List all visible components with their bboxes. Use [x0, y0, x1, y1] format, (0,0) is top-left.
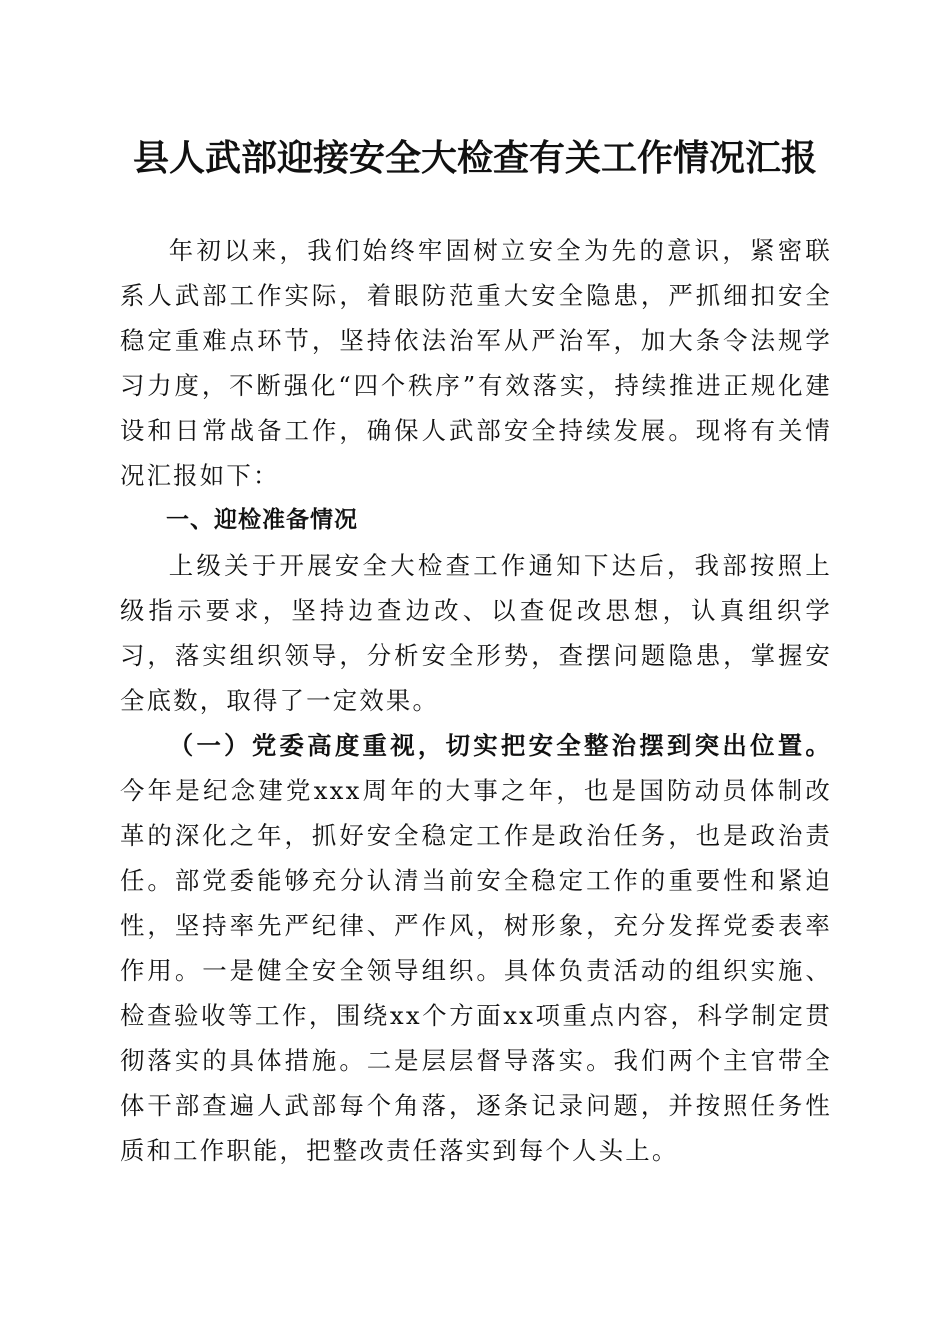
subsection-lead: （一）党委高度重视，切实把安全整治摆到突出位置。	[168, 731, 832, 760]
section-heading: 一、迎检准备情况	[166, 507, 358, 533]
section-paragraph: 上级关于开展安全大检查工作通知下达后，我部按照上级指示要求，坚持边查边改、以查促改思想，认真组织学习，落实组织领导，分析安全形势，查摆问题隐患，掌握安全底数，取得了一定效果。	[120, 551, 832, 715]
document-body	[120, 228, 832, 1173]
intro-paragraph: 年初以来，我们始终牢固树立安全为先的意识，紧密联系人武部工作实际，着眼防范重大安全隐患，严抓细扣安全稳定重难点环节，坚持依法治军从严治军，加大条令法规学习力度，不断强化“四个秩序”有效落实，持续推进正规化建设和日常战备工作，确保人武部安全持续发展。现将有关情况汇报如下：	[120, 236, 832, 490]
subsection-text: 今年是纪念建党xxx周年的大事之年，也是国防动员体制改革的深化之年，抓好安全稳定工作是政治任务，也是政治责任。部党委能够充分认清当前安全稳定工作的重要性和紧迫性，坚持率先严纪律、严作风，树形象，充分发挥党委表率作用。一是健全安全领导组织。具体负责活动的组织实施、检查验收等工作，围绕xx个方面xx项重点内容，科学制定贯彻落实的具体措施。二是层层督导落实。我们两个主官带全体干部查遍人武部每个角落，逐条记录问题，并按照任务性质和工作职能，把整改责任落实到每个人头上。	[120, 776, 832, 1165]
subsection-paragraph	[120, 723, 832, 1173]
document-title: 县人武部迎接安全大检查有关工作情况汇报	[132, 138, 817, 179]
